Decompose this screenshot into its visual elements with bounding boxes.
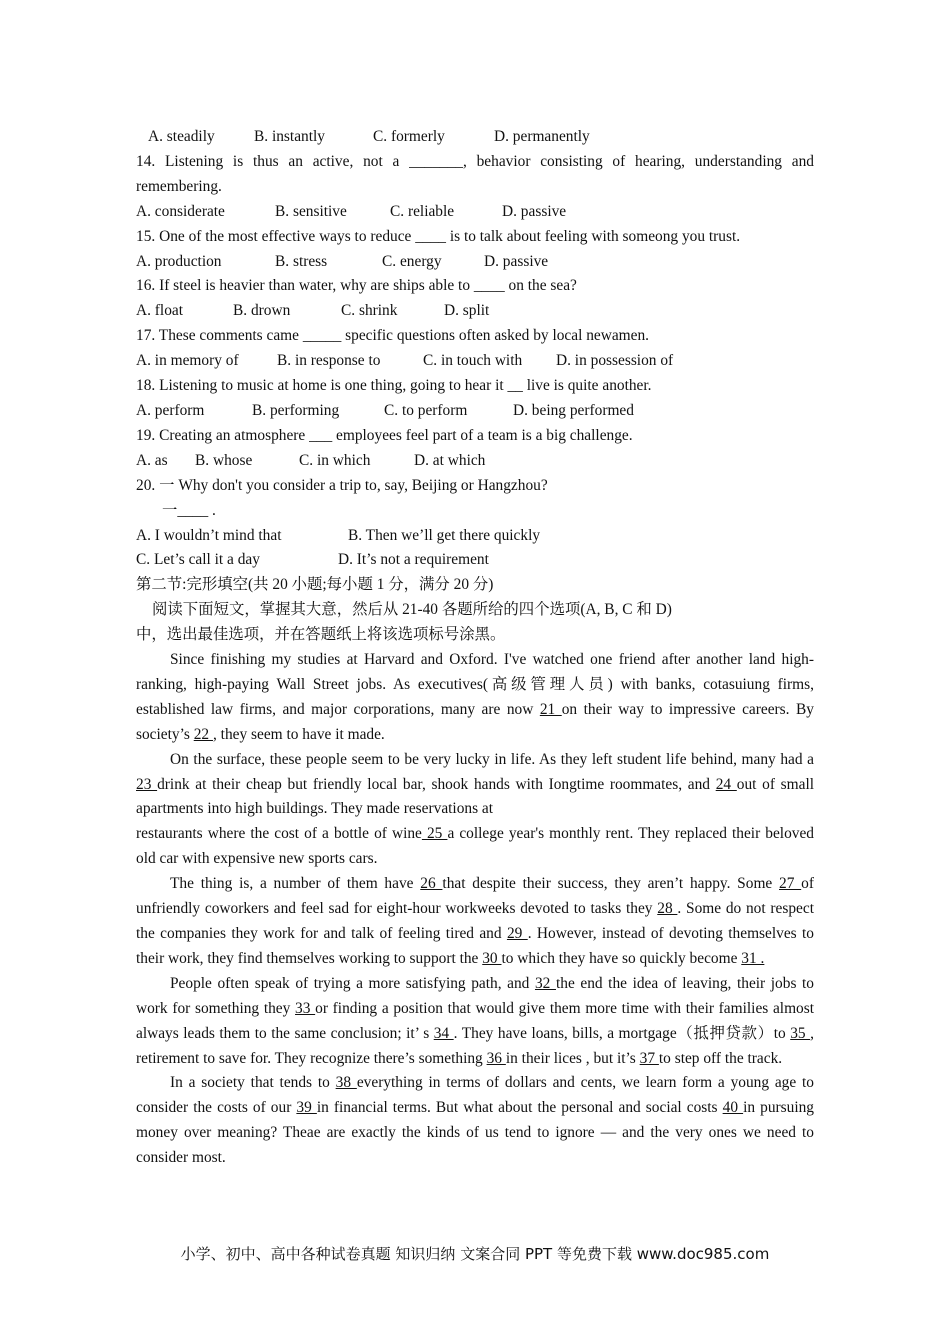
- q17-option-c: C. in touch with: [423, 352, 523, 370]
- q18-option-d: D. being performed: [513, 401, 634, 419]
- q14-option-b: B. sensitive: [275, 202, 347, 220]
- q18-option-c: C. to perform: [384, 401, 468, 419]
- blank-33: 33: [295, 999, 316, 1017]
- q16-options: [136, 299, 814, 324]
- q19-option-d: D. at which: [414, 451, 486, 469]
- blank-34: 34: [433, 1024, 454, 1042]
- section2-instruction-line1: 阅读下面短文，掌握其大意，然后从 21-40 各题所给的四个选项(A, B, C 和 D): [152, 601, 672, 619]
- q19-stem: 19. Creating an atmosphere ___ employees feel part of a team is a big challenge.: [136, 426, 633, 444]
- blank-31: 31 .: [741, 949, 765, 967]
- blank-24: 24: [715, 775, 737, 793]
- passage-paragraph-1: Since finishing my studies at Harvard and Oxford. I've watched one friend after another land high-ranking, high-paying Wall Street jobs. As executives(高级管理人员) with banks, cotasuiung firms, established law firms, and major corporations, many are now 21 on their way to impressive careers. By society’s 22 , they seem to have it made.: [136, 651, 814, 743]
- q19-options: [136, 449, 814, 474]
- q20-options-row2: [136, 548, 814, 573]
- blank-37: 37: [639, 1049, 659, 1067]
- q13-option-c: C. formerly: [373, 128, 445, 145]
- q20-stem: 20. 一 Why don't you consider a trip to, say, Beijing or Hangzhou?: [136, 476, 548, 494]
- q17-stem: 17. These comments came _____ specific questions often asked by local newamen.: [136, 327, 650, 345]
- blank-25: 25: [421, 825, 448, 843]
- exam-page: [136, 125, 814, 1171]
- section2-instruction-line2: 中，选出最佳选项，并在答题纸上将该选项标号涂黑。: [136, 626, 506, 644]
- q14-stem-line2: remembering.: [136, 177, 222, 195]
- blank-38: 38: [335, 1074, 357, 1092]
- q18-option-a: A. perform: [136, 401, 205, 419]
- q19-option-b: B. whose: [195, 451, 253, 469]
- q16-stem: 16. If steel is heavier than water, why are ships able to ____ on the sea?: [136, 277, 577, 295]
- blank-39: 39: [296, 1099, 317, 1117]
- q17-option-b: B. in response to: [277, 352, 381, 370]
- q18-options: [136, 399, 814, 424]
- q18-stem: 18. Listening to music at home is one thing, going to hear it __ live is quite another.: [136, 377, 652, 395]
- q16-option-c: C. shrink: [341, 302, 398, 320]
- blank-27: 27: [779, 875, 802, 893]
- q14-option-a: A. considerate: [136, 202, 225, 220]
- section2-heading: 第二节:完形填空(共 20 小题;每小题 1 分，满分 20 分): [136, 576, 494, 594]
- blank-30: 30: [482, 949, 502, 967]
- blank-36: 36: [486, 1049, 506, 1067]
- q19-option-c: C. in which: [299, 451, 371, 469]
- passage-paragraph-3: The thing is, a number of them have 26 that despite their success, they aren’t happy. Some 27 of unfriendly coworkers and feel sad for eight-hour workweeks devoted to tasks they 28 . Some do not respect the companies they work for and talk of feeling tired and 29 . However, instead of devoting themselves to their work, they find themselves working to support the 30 to which they have so quickly become 31 .: [136, 875, 814, 967]
- q15-option-c: C. energy: [382, 252, 442, 270]
- blank-21: 21: [539, 700, 562, 718]
- blank-29: 29: [506, 925, 528, 942]
- q16-option-b: B. drown: [233, 302, 291, 320]
- q19-option-a: A. as: [136, 451, 168, 469]
- q17-options: [136, 349, 814, 374]
- passage-paragraph-2-continued: restaurants where the cost of a bottle of wine 25 a college year's monthly rent. They replaced their beloved old car with expensive new sports cars.: [136, 825, 815, 868]
- q20-option-b: B. Then we’ll get there quickly: [348, 526, 541, 544]
- page-footer: 小学、初中、高中各种试卷真题 知识归纳 文案合同 PPT 等免费下载 www.doc985.com: [180, 1245, 770, 1263]
- q18-option-b: B. performing: [252, 401, 340, 419]
- q16-option-d: D. split: [444, 302, 490, 320]
- q13-option-a: A. steadily: [148, 128, 215, 145]
- passage-paragraph-5: In a society that tends to 38 everything in terms of dollars and cents, we learn form a young age to consider the costs of our 39 in financial terms. But what about the personal and social costs 40 in pursuing money over meaning? Theae are exactly the kinds of us tend to ignore — and the very ones we need to consider most.: [136, 1074, 814, 1167]
- q13-options: [136, 125, 814, 150]
- q14-options: [136, 200, 814, 225]
- q14-stem-line1: 14. Listening is thus an active, not a _______, behavior consisting of hearing, understanding and: [136, 152, 814, 170]
- q20-option-c: C. Let’s call it a day: [136, 551, 260, 569]
- q15-option-a: A. production: [136, 252, 222, 270]
- q20-option-d: D. It’s not a requirement: [338, 551, 489, 569]
- q20-options-row1: [136, 524, 814, 549]
- blank-22: 22: [193, 725, 213, 743]
- q14-option-c: C. reliable: [390, 202, 455, 220]
- q15-option-d: D. passive: [484, 252, 549, 270]
- blank-40: 40: [722, 1099, 744, 1117]
- q17-option-d: D. in possession of: [556, 352, 674, 370]
- q17-option-a: A. in memory of: [136, 352, 239, 370]
- q14-option-d: D. passive: [502, 202, 567, 220]
- q15-option-b: B. stress: [275, 252, 328, 270]
- blank-32: 32: [534, 974, 556, 992]
- q16-option-a: A. float: [136, 302, 184, 320]
- blank-26: 26: [420, 875, 443, 893]
- blank-23: 23: [136, 775, 158, 793]
- q15-stem: 15. One of the most effective ways to reduce ____ is to talk about feeling with someong you trust.: [136, 227, 741, 245]
- q20-reply: 一____ .: [162, 501, 216, 519]
- q20-option-a: A. I wouldn’t mind that: [136, 526, 282, 544]
- q13-option-d: D. permanently: [494, 128, 590, 145]
- q13-option-b: B. instantly: [254, 128, 325, 145]
- blank-28: 28: [657, 900, 678, 918]
- blank-35: 35: [790, 1024, 811, 1042]
- passage-paragraph-2: On the surface, these people seem to be very lucky in life. As they left student life behind, many had a 23 drink at their cheap but friendly local bar, shook hands with Iongtime roommates, and 24 out of small apartments into high buildings. They made reservations at: [136, 750, 814, 818]
- passage-paragraph-4: People often speak of trying a more satisfying path, and 32 the end the idea of leaving, their jobs to work for something they 33 or finding a position that would give them more time with their families almost always leads them to the same conclusion; it’ s 34 . They have loans, bills, a mortgage（抵押贷款）to 35 , retirement to save for. They recognize there’s something 36 in their lices , but it’s 37 to step off the track.: [136, 974, 815, 1067]
- q15-options: [136, 250, 814, 275]
